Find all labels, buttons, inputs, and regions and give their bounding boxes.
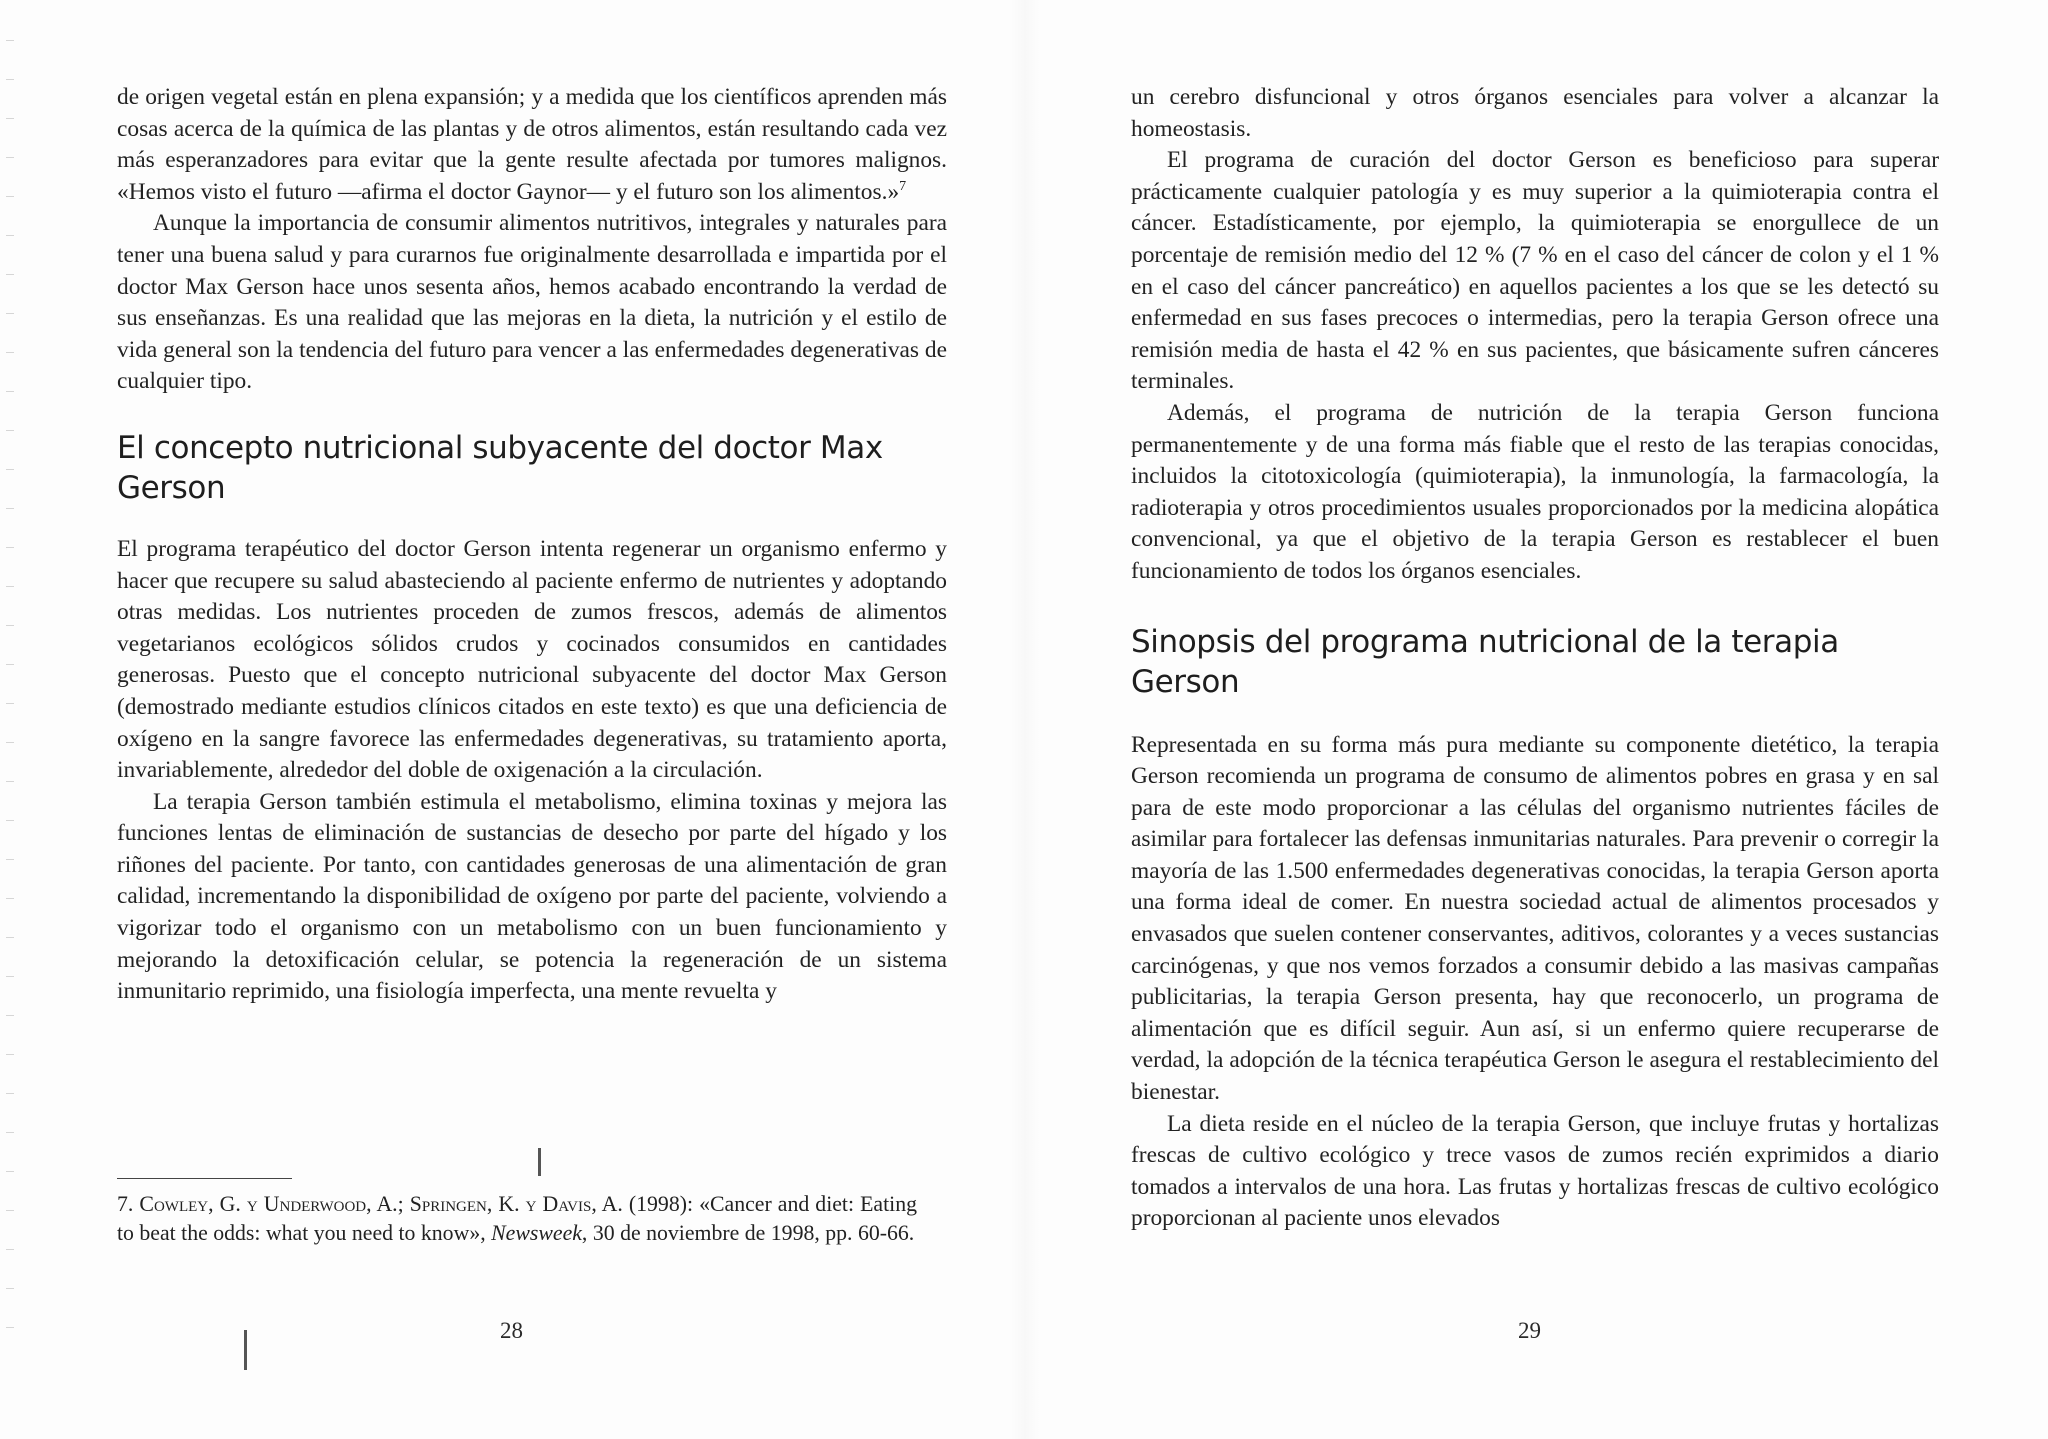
footnote-reference[interactable]: 7 [899, 178, 907, 194]
footnote-divider [117, 1178, 292, 1179]
footnote [117, 1190, 917, 1248]
scan-margin-ticks [0, 40, 30, 1400]
page-number-right: 29 [1518, 1318, 1541, 1343]
left-paragraph-1 [117, 82, 947, 208]
left-paragraph-4: La terapia Gerson también estimula el metabolismo, elimina toxinas y mejora las funciones lentas de eliminación de sustancias de desecho por parte del hígado y los riñones del paciente. Por tanto, con cantidades generosas de una alimentación de gran calidad, incrementando la disponibilidad de oxígeno por parte del paciente, volviendo a vigorizar todo el organismo con un metabolismo con un buen funcionamiento y mejorando la detoxificación celular, se potencia la regeneración de un sistema inmunitario reprimido, una fisiología imperfecta, una mente revuelta y [117, 788, 947, 1005]
right-paragraph-5: La dieta reside en el núcleo de la terapia Gerson, que incluye frutas y hortalizas frescas de cultivo ecológico y trece vasos de zumos recién exprimidos a diario tomados a intervalos de una hora. Las frutas y hortalizas frescas de cultivo ecológico proporcionan al paciente unos elevados [1131, 1110, 1939, 1232]
footnote-year: (1998): [628, 1192, 694, 1216]
footnote-authors: Cowley, G. y Underwood, A.; Springen, K. y Davis, A. [139, 1192, 623, 1216]
gutter-shadow [1010, 0, 1040, 1439]
left-paragraph-3: El programa terapéutico del doctor Gerson intenta regenerar un organismo enfermo y hacer que recupere su salud abasteciendo al paciente enfermo de nutrientes y adoptando otras medidas. Los nutrientes proceden de zumos frescos, además de alimentos vegetarianos ecológicos sólidos crudos y cocinados consumidos en cantidades generosas. Puesto que el concepto nutricional subyacente del doctor Max Gerson (demostrado mediante estudios clínicos citados en este texto) es que una deficiencia de oxígeno en la sangre favorece las enfermedades degenerativas, su tratamiento aporta, invariablemente, alrededor del doble de oxigenación a la circulación. [117, 535, 947, 784]
right-paragraph-3: Además, el programa de nutrición de la terapia Gerson funciona permanentemente y de una forma más fiable que el resto de las terapias conocidas, incluidos la citotoxicología (quimioterapia), la inmunología, la farmacología, la radioterapia y otros procedimientos usuales proporcionados por la medicina alopática convencional, ya que el objetivo de la terapia Gerson es restablecer el buen funcionamiento de todos los órganos esenciales. [1131, 399, 1939, 584]
left-paragraph-2: Aunque la importancia de consumir alimentos nutritivos, integrales y naturales para tener una buena salud y para curarnos fue originalmente desarrollada e impartida por el doctor Max Gerson hace unos sesenta años, hemos acabado encontrando la verdad de sus enseñanzas. Es una realidad que las mejoras en la dieta, la nutrición y el estilo de vida general son la tendencia del futuro para vencer a las enfermedades degenerativas de cualquier tipo. [117, 210, 947, 395]
scan-artifact-mark [538, 1148, 541, 1176]
footnote-rest: , 30 de noviembre de 1998, pp. 60-66. [581, 1221, 915, 1245]
page-number-left: 28 [500, 1318, 523, 1343]
footnote-number: 7. [117, 1192, 134, 1216]
footnote-title: «Cancer and diet: Eating to beat the odds: what you need to know», [117, 1192, 917, 1245]
left-paragraph-1-text: de origen vegetal están en plena expansión; y a medida que los científicos aprenden más cosas acerca de la química de las plantas y de otros alimentos, están resultando cada vez más esperanzadores para evitar que la gente resulte afectada por tumores malignos. «Hemos visto el futuro —afirma el doctor Gaynor— y el futuro son los alimentos.» [117, 84, 947, 205]
right-paragraph-1: un cerebro disfuncional y otros órganos esenciales para volver a alcanzar la homeostasis. [1131, 84, 1939, 142]
scan-artifact-mark [244, 1330, 247, 1370]
footnote-journal: Newsweek [491, 1221, 582, 1245]
left-page [117, 82, 947, 1008]
right-page [1131, 82, 1939, 1235]
left-section-heading: El concepto nutricional subyacente del doctor Max Gerson [117, 429, 883, 506]
right-paragraph-2: El programa de curación del doctor Gerson es beneficioso para superar prácticamente cualquier patología y es muy superior a la quimioterapia contra el cáncer. Estadísticamente, por ejemplo, la quimioterapia se enorgullece de un porcentaje de remisión medio del 12 % (7 % en el caso del cáncer de colon y el 1 % en el caso del cáncer pancreático) en aquellos pacientes a los que se les detectó su enfermedad en sus fases precoces o intermedias, pero la terapia Gerson ofrece una remisión media de hasta el 42 % en sus pacientes, que básicamente sufren cánceres terminales. [1131, 147, 1939, 395]
right-section-heading: Sinopsis del programa nutricional de la terapia Gerson [1131, 623, 1839, 700]
right-paragraph-4: Representada en su forma más pura mediante su componente dietético, la terapia Gerson recomienda un programa de consumo de alimentos pobres en grasa y en sal para de este modo proporcionar a las células del organismo nutrientes fáciles de asimilar para fortalecer las defensas inmunitarias naturales. Para prevenir o corregir la mayoría de las 1.500 enfermedades degenerativas conocidas, la terapia Gerson aporta una forma ideal de comer. En nuestra sociedad actual de alimentos procesados y envasados que suelen contener conservantes, aditivos, colorantes y a veces sustancias carcinógenas, y que nos vemos forzados a consumir debido a las masivas campañas publicitarias, la terapia Gerson presenta, hay que reconocerlo, un programa de alimentación que es difícil seguir. Aun así, si un enfermo quiere recuperarse de verdad, la adopción de la técnica terapéutica Gerson le asegura el restablecimiento del bienestar. [1131, 731, 1939, 1106]
